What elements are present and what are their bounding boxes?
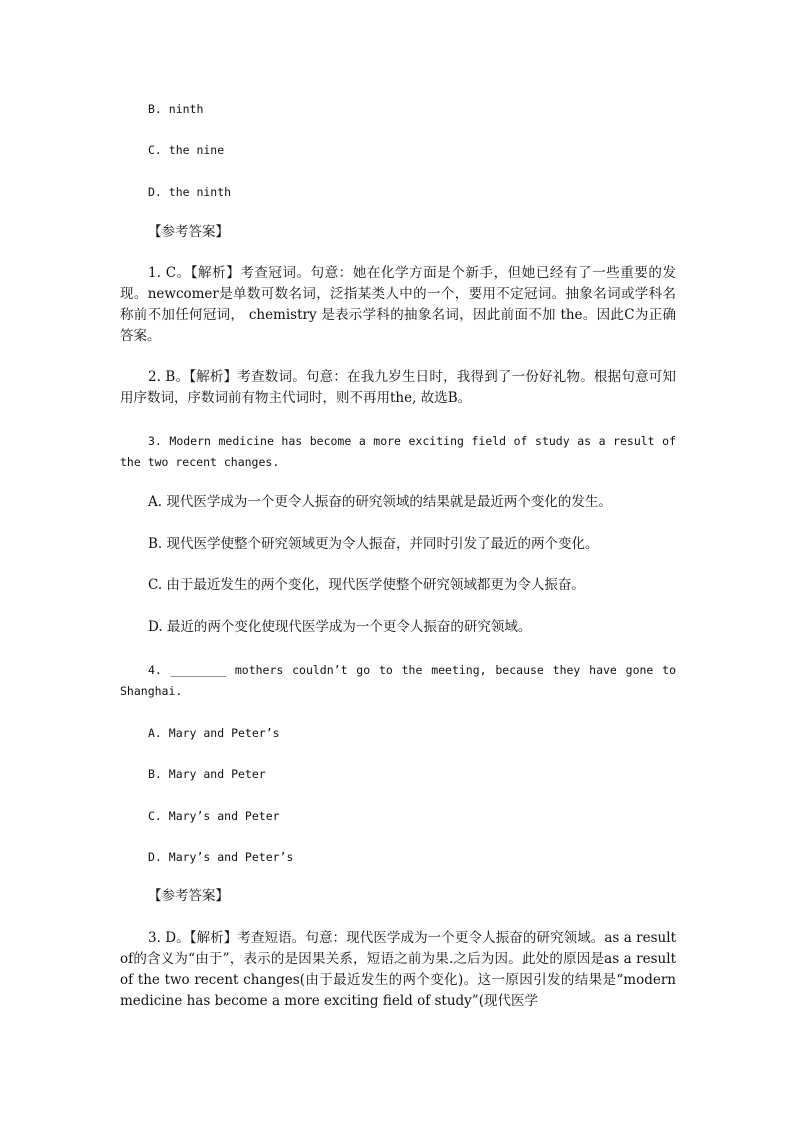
question-3: 3. Modern medicine has become a more exciting field of study as a result of the two recent changes. — [120, 434, 676, 469]
q3-option-d: D. 最近的两个变化使现代医学成为一个更令人振奋的研究领域。 — [148, 619, 532, 635]
q4-option-c: C. Mary’s and Peter — [148, 809, 280, 823]
answer-2-paragraph: 2. B。【解析】考查数词。句意：在我九岁生日时，我得到了一份好礼物。根据句意可知用序数词，序数词前有物主代词时，则不再用the, 故选B。 — [120, 369, 676, 406]
question-4: 4. ________ mothers couldn’t go to the meeting, because they have gone to Shanghai. — [120, 663, 676, 698]
q4-option-a: A. Mary and Peter’s — [148, 726, 280, 740]
q2-option-b: B. ninth — [148, 102, 204, 116]
q2-option-c: C. the nine — [148, 143, 225, 157]
q3-option-a: A. 现代医学成为一个更令人振奋的研究领域的结果就是最近两个变化的发生。 — [148, 494, 612, 510]
q2-option-d: D. the ninth — [148, 185, 232, 199]
q3-option-b: B. 现代医学使整个研究领域更为令人振奋，并同时引发了最近的两个变化。 — [148, 536, 599, 552]
answer-3-paragraph: 3. D。【解析】考查短语。句意：现代医学成为一个更令人振奋的研究领域。as a result of的含义为“由于”，表示的是因果关系，短语之前为果.之后为因。此处的原因是as a result of the two recent changes(由于最近发生的两个变化)。这一原因引发的结果是“modern medicine has become a more exciting field of study”(现代医学 — [120, 930, 676, 1009]
answer-heading: 【参考答案】 — [148, 224, 229, 240]
q4-option-b: B. Mary and Peter — [148, 767, 266, 781]
answer-heading-2: 【参考答案】 — [148, 888, 229, 904]
q4-option-d: D. Mary’s and Peter’s — [148, 850, 294, 864]
q3-option-c: C. 由于最近发生的两个变化，现代医学使整个研究领域都更为令人振奋。 — [148, 577, 585, 593]
answer-1-paragraph: 1. C。【解析】考查冠词。句意：她在化学方面是个新手，但她已经有了一些重要的发现。newcomer是单数可数名词，泛指某类人中的一个，要用不定冠词。抽象名词或学科名称前不加任何冠词， chemistry 是表示学科的抽象名词，因此前面不加 the。因此C为正确答案。 — [120, 265, 676, 344]
